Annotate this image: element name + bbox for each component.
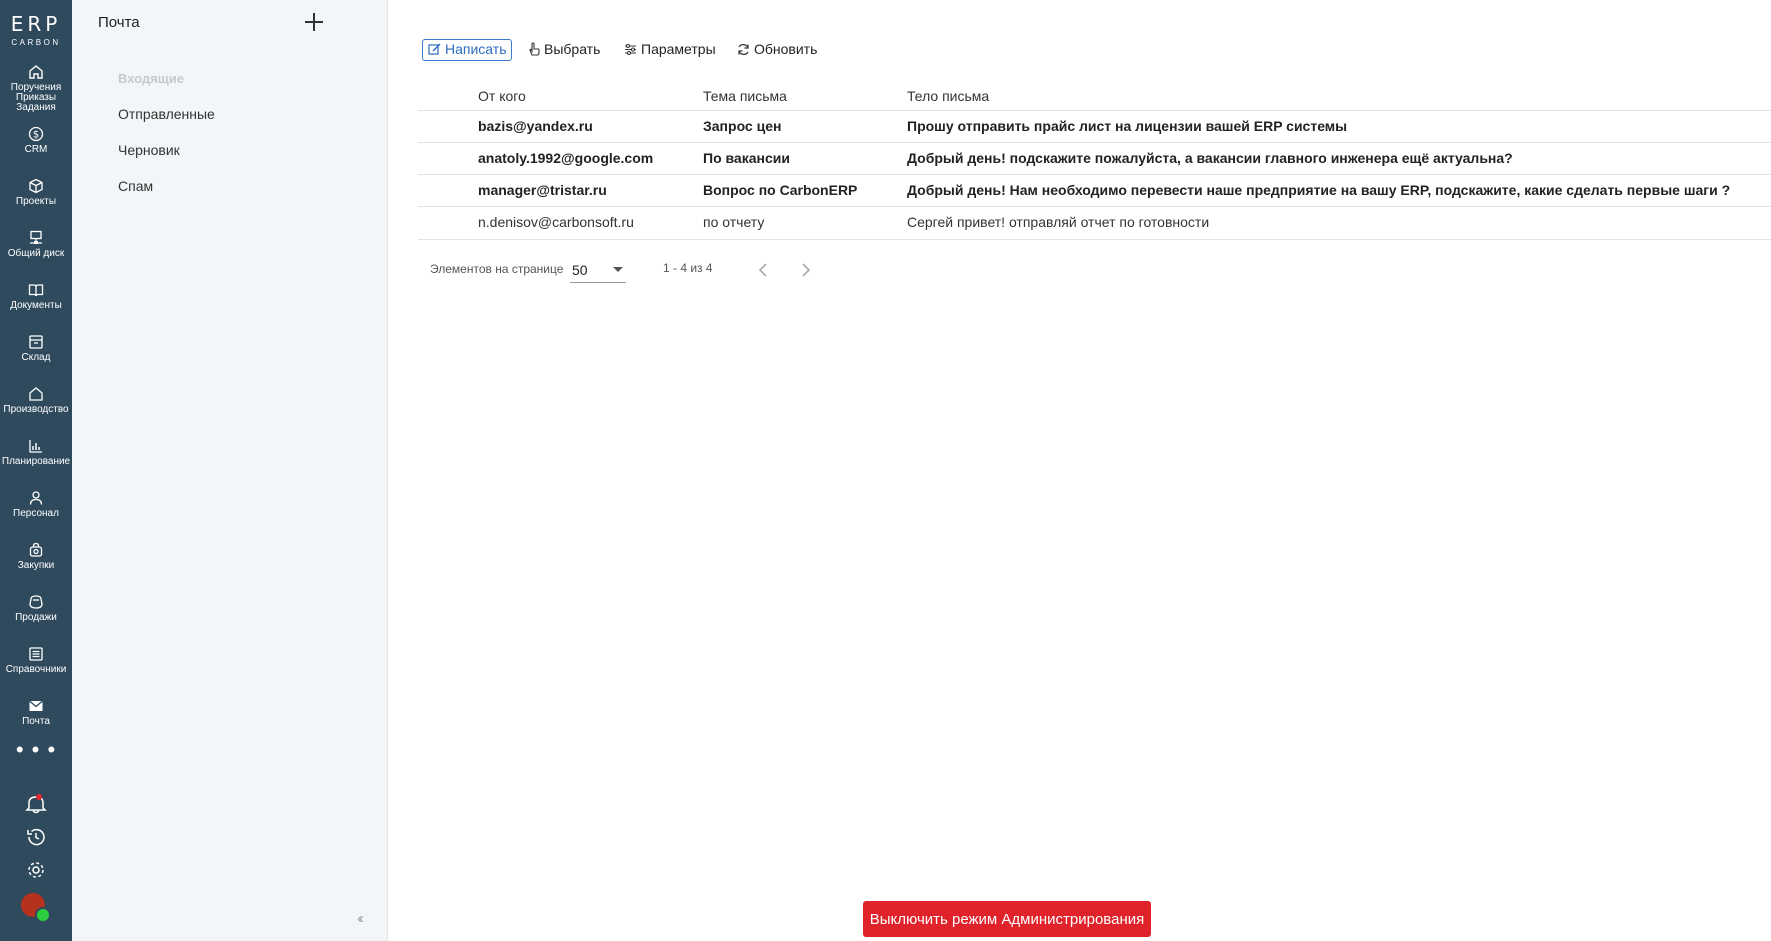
cell-from: bazis@yandex.ru <box>478 118 593 134</box>
more-modules-icon[interactable]: • • • <box>15 737 57 762</box>
nav-label: Продажи <box>15 612 57 623</box>
select-button[interactable] <box>528 39 600 59</box>
main-navigation-rail <box>0 0 72 941</box>
nav-item-shared-drive[interactable] <box>0 230 72 259</box>
compose-button[interactable] <box>422 39 512 61</box>
shopping-bag-icon <box>28 542 44 558</box>
nav-label: Проекты <box>15 196 57 207</box>
erp-carbon-logo[interactable] <box>0 0 72 47</box>
collapse-panel-icon[interactable]: ‹‹ <box>357 910 361 927</box>
sales-icon <box>28 594 44 610</box>
sliders-icon <box>624 43 637 56</box>
table-row[interactable] <box>418 174 1771 206</box>
cell-from: anatoly.1992@google.com <box>478 150 654 166</box>
nav-item-purchases[interactable] <box>0 542 72 571</box>
nav-label: Персонал <box>13 508 59 519</box>
table-row[interactable] <box>418 206 1771 240</box>
parameters-button[interactable] <box>624 39 716 59</box>
svg-text:$: $ <box>32 129 40 141</box>
column-header-subject[interactable]: Тема письма <box>703 88 787 104</box>
column-header-body[interactable]: Тело письма <box>907 88 990 104</box>
nav-label: Приказы <box>15 92 57 103</box>
factory-icon <box>28 386 44 402</box>
list-icon <box>28 646 44 662</box>
book-icon <box>28 282 44 298</box>
notification-badge <box>36 794 42 800</box>
previous-page-icon[interactable] <box>754 260 774 280</box>
nav-item-crm[interactable] <box>0 126 72 155</box>
nav-item-tasks[interactable] <box>0 64 72 113</box>
mail-folders-panel <box>72 0 388 941</box>
nav-label: Поручения <box>10 82 62 93</box>
nav-label: Справочники <box>5 664 67 675</box>
nav-label: Документы <box>10 300 62 311</box>
nav-item-documents[interactable] <box>0 282 72 311</box>
nav-label: Склад <box>21 352 51 363</box>
cell-body: Добрый день! подскажите пожалуйста, а вакансии главного инженера ещё актуальна? <box>907 150 1513 166</box>
cell-subject: Запрос цен <box>703 118 782 134</box>
cell-body: Прошу отправить прайс лист на лицензии вашей ERP системы <box>907 118 1348 134</box>
compose-label: Написать <box>445 41 507 57</box>
nav-label: Общий диск <box>7 248 65 259</box>
nav-label: Задания <box>16 102 56 113</box>
nav-label: Производство <box>3 404 69 415</box>
mail-icon <box>28 698 44 714</box>
items-per-page-label: Элементов на странице <box>430 262 564 276</box>
online-status-indicator <box>35 907 51 923</box>
nav-item-sales[interactable] <box>0 594 72 623</box>
dollar-icon <box>28 126 44 142</box>
cube-icon <box>28 178 44 194</box>
parameters-label: Параметры <box>641 41 716 57</box>
add-icon[interactable] <box>300 8 328 36</box>
network-drive-icon <box>28 230 44 246</box>
nav-item-planning[interactable] <box>0 438 72 467</box>
page-range: 1 - 4 из 4 <box>663 261 713 275</box>
cell-body: Добрый день! Нам необходимо перевести наше предприятие на вашу ERP, подскажите, какие сделать первые шаги ? <box>907 182 1731 198</box>
gear-icon[interactable] <box>0 860 72 880</box>
user-avatar[interactable] <box>21 893 45 917</box>
folder-spam[interactable]: Спам <box>118 178 154 194</box>
nav-label: Планирование <box>1 456 71 467</box>
warehouse-icon <box>28 334 44 350</box>
nav-item-personnel[interactable] <box>0 490 72 519</box>
logo-subtext: CARBON <box>11 38 61 47</box>
items-per-page-select[interactable] <box>570 258 626 283</box>
nav-label: CRM <box>24 144 48 155</box>
refresh-label: Обновить <box>754 41 818 57</box>
folder-sent[interactable]: Отправленные <box>118 106 215 122</box>
cell-body: Сергей привет! отправляй отчет по готовности <box>907 214 1210 230</box>
history-icon[interactable] <box>0 827 72 847</box>
nav-label: Почта <box>22 716 50 727</box>
cell-from: n.denisov@carbonsoft.ru <box>478 214 634 230</box>
items-per-page-value: 50 <box>572 262 588 278</box>
next-page-icon[interactable] <box>795 260 815 280</box>
nav-item-mail[interactable] <box>0 698 72 727</box>
nav-item-projects[interactable] <box>0 178 72 207</box>
cell-from: manager@tristar.ru <box>478 182 607 198</box>
folder-drafts[interactable]: Черновик <box>118 142 180 158</box>
nav-label: Закупки <box>17 560 55 571</box>
table-row[interactable] <box>418 142 1771 174</box>
refresh-icon <box>737 43 750 56</box>
table-row[interactable] <box>418 110 1771 142</box>
edit-icon <box>428 43 441 56</box>
disable-admin-mode-button[interactable]: Выключить режим Администрирования <box>863 901 1151 937</box>
nav-item-warehouse[interactable] <box>0 334 72 363</box>
chart-icon <box>28 438 44 454</box>
person-icon <box>28 490 44 506</box>
pointer-hand-icon <box>528 42 540 56</box>
nav-item-references[interactable] <box>0 646 72 675</box>
cell-subject: По вакансии <box>703 150 790 166</box>
panel-title: Почта <box>98 14 140 31</box>
refresh-button[interactable] <box>737 39 817 59</box>
folder-inbox[interactable]: Входящие <box>118 71 184 86</box>
cell-subject: по отчету <box>703 214 765 230</box>
chevron-down-icon <box>613 267 623 272</box>
home-icon <box>28 64 44 80</box>
select-label: Выбрать <box>544 41 601 57</box>
nav-item-production[interactable] <box>0 386 72 415</box>
cell-subject: Вопрос по CarbonERP <box>703 182 858 198</box>
logo-text: ERP <box>10 12 62 36</box>
column-header-from[interactable]: От кого <box>478 88 526 104</box>
